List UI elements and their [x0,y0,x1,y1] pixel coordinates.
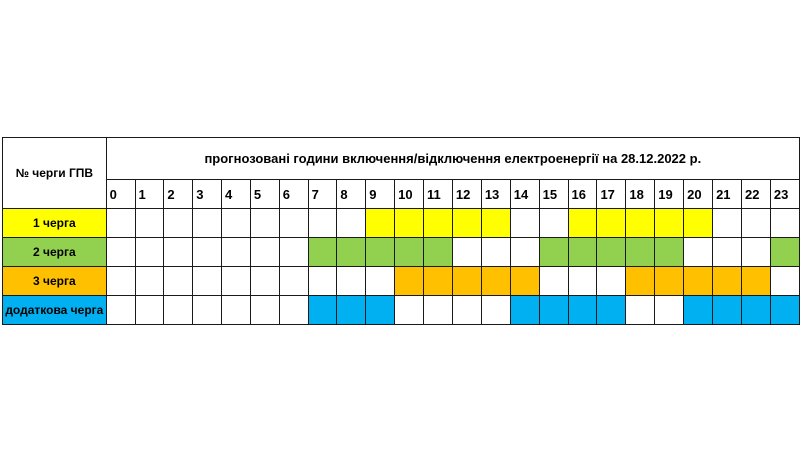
hour-slot-off [222,296,251,325]
queue-label: 1 черга [3,209,107,238]
hour-slot-on [655,238,684,267]
hour-slot-off [250,296,279,325]
hour-slot-off [193,267,222,296]
hour-slot-on [539,296,568,325]
hour-slot-on [655,209,684,238]
hour-slot-off [135,296,164,325]
hour-slot-on [395,209,424,238]
hour-header-11: 11 [424,180,453,209]
schedule-title: прогнозовані години включення/відключення електроенергії на 28.12.2022 р. [106,138,799,180]
power-schedule-table [2,137,800,325]
hour-slot-off [106,209,135,238]
hour-slot-off [424,296,453,325]
hour-slot-off [713,238,742,267]
hour-slot-off [222,267,251,296]
hour-header-1: 1 [135,180,164,209]
hour-slot-on [308,296,337,325]
hour-slot-off [193,238,222,267]
hour-slot-off [279,209,308,238]
hour-slot-off [106,296,135,325]
hour-slot-off [395,296,424,325]
hour-slot-off [337,209,366,238]
hour-slot-on [684,267,713,296]
hour-slot-on [684,296,713,325]
hour-slot-on [568,209,597,238]
hour-slot-on [597,209,626,238]
hour-slot-off [193,296,222,325]
hour-slot-on [770,296,799,325]
hour-slot-on [481,267,510,296]
hour-header-4: 4 [222,180,251,209]
hour-slot-off [452,238,481,267]
hour-header-12: 12 [452,180,481,209]
hour-slot-off [308,267,337,296]
hour-slot-on [713,267,742,296]
hour-header-21: 21 [713,180,742,209]
hour-slot-off [250,238,279,267]
hour-header-16: 16 [568,180,597,209]
hour-header-2: 2 [164,180,193,209]
hour-slot-on [424,209,453,238]
hour-slot-off [510,238,539,267]
hour-slot-on [510,296,539,325]
hour-slot-on [424,267,453,296]
hour-slot-off [626,296,655,325]
hour-slot-off [222,238,251,267]
hour-slot-off [481,238,510,267]
hour-slot-on [395,238,424,267]
hour-slot-on [337,238,366,267]
hour-header-15: 15 [539,180,568,209]
hour-slot-on [424,238,453,267]
queue-number-header: № черги ГПВ [3,138,107,209]
hour-slot-on [452,267,481,296]
hour-slot-on [568,296,597,325]
hour-slot-off [164,267,193,296]
hour-header-10: 10 [395,180,424,209]
hour-header-20: 20 [684,180,713,209]
queue-row [3,209,800,238]
hour-header-0: 0 [106,180,135,209]
hour-slot-on [568,238,597,267]
queue-row [3,296,800,325]
hour-slot-on [539,238,568,267]
hour-slot-on [452,209,481,238]
hour-slot-off [164,209,193,238]
hour-slot-on [366,296,395,325]
hour-slot-off [164,296,193,325]
hour-header-14: 14 [510,180,539,209]
hour-slot-on [337,296,366,325]
hour-slot-off [770,267,799,296]
hour-slot-on [395,267,424,296]
hour-slot-off [452,296,481,325]
hour-header-7: 7 [308,180,337,209]
hour-header-19: 19 [655,180,684,209]
queue-label: додаткова черга [3,296,107,325]
hour-slot-on [626,238,655,267]
hour-slot-off [366,267,395,296]
hour-slot-off [741,238,770,267]
hour-header-18: 18 [626,180,655,209]
hour-slot-off [135,267,164,296]
hour-header-5: 5 [250,180,279,209]
hour-slot-off [164,238,193,267]
hour-slot-off [279,238,308,267]
hour-slot-on [481,209,510,238]
hour-slot-off [250,267,279,296]
hour-header-17: 17 [597,180,626,209]
hour-slot-off [713,209,742,238]
title-row [3,138,800,180]
hour-header-6: 6 [279,180,308,209]
hour-slot-on [770,238,799,267]
queue-label: 3 черга [3,267,107,296]
hour-slot-off [539,267,568,296]
hour-slot-off [279,267,308,296]
hour-slot-off [135,209,164,238]
hour-slot-on [626,267,655,296]
hour-header-9: 9 [366,180,395,209]
hour-slot-off [481,296,510,325]
hour-slot-off [106,238,135,267]
hour-slot-off [568,267,597,296]
hour-slot-off [741,209,770,238]
hour-slot-off [222,209,251,238]
hour-slot-off [250,209,279,238]
hour-header-23: 23 [770,180,799,209]
hour-slot-off [770,209,799,238]
hour-header-8: 8 [337,180,366,209]
queue-row [3,267,800,296]
hour-slot-off [193,209,222,238]
hour-header-13: 13 [481,180,510,209]
hour-slot-on [684,209,713,238]
hour-slot-on [655,267,684,296]
hour-slot-off [279,296,308,325]
hour-slot-off [539,209,568,238]
hour-slot-off [106,267,135,296]
hour-slot-off [597,267,626,296]
hour-slot-on [741,267,770,296]
hour-slot-on [597,296,626,325]
hour-slot-on [366,209,395,238]
hour-slot-off [684,238,713,267]
hour-slot-off [510,209,539,238]
queue-label: 2 черга [3,238,107,267]
hour-slot-on [366,238,395,267]
hour-slot-on [626,209,655,238]
hour-slot-on [308,238,337,267]
hour-slot-on [713,296,742,325]
hour-header-22: 22 [741,180,770,209]
hour-slot-off [337,267,366,296]
hour-header-3: 3 [193,180,222,209]
hours-row [3,180,800,209]
hour-slot-on [510,267,539,296]
hour-slot-off [655,296,684,325]
hour-slot-off [135,238,164,267]
queue-row [3,238,800,267]
hour-slot-on [741,296,770,325]
hour-slot-on [597,238,626,267]
hour-slot-off [308,209,337,238]
